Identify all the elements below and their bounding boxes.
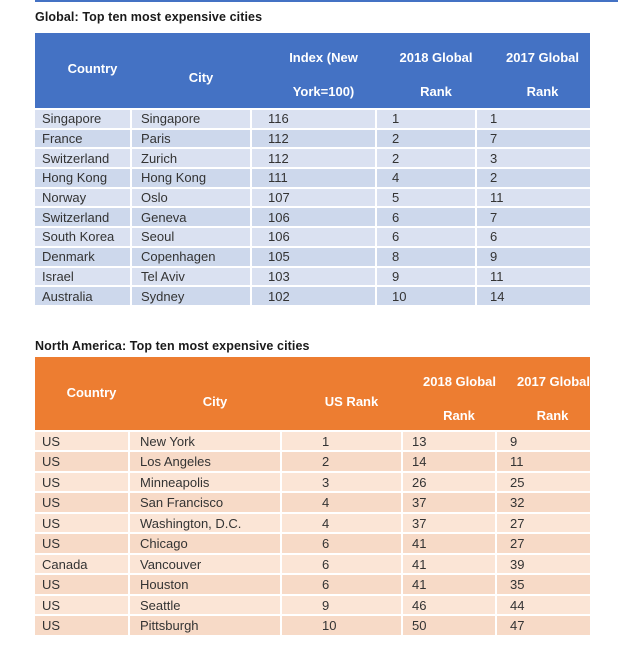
table-row xyxy=(35,287,590,307)
table-cell: 4 xyxy=(282,514,403,533)
table-cell: 32 xyxy=(510,495,525,511)
table-cell: 9 xyxy=(490,249,498,265)
table-cell: 8 xyxy=(377,248,477,266)
table-cell: Pittsburgh xyxy=(130,616,282,635)
table-row xyxy=(35,248,590,268)
table-cell: US xyxy=(35,514,130,533)
header-label: Rank xyxy=(420,84,452,99)
table-cell: Copenhagen xyxy=(132,248,252,266)
table-cell: 7 xyxy=(490,209,498,225)
table-cell: 2 xyxy=(377,130,477,148)
table-cell: 116 xyxy=(252,110,377,128)
table-cell: 39 xyxy=(510,556,525,572)
table-cell: 4 xyxy=(282,493,403,512)
table-cell: Sydney xyxy=(132,287,252,305)
table-cell: Denmark xyxy=(35,248,132,266)
header-label: US Rank xyxy=(324,393,379,409)
table-cell: 2 xyxy=(282,452,403,471)
table-cell: Norway xyxy=(35,189,132,207)
global-table xyxy=(35,33,590,307)
table-cell: 5 xyxy=(377,189,477,207)
table-cell: 41 xyxy=(403,534,497,553)
table-cell: Australia xyxy=(35,287,132,305)
table-cell: Canada xyxy=(35,555,130,574)
table-cell: 37 xyxy=(403,514,497,533)
table-cell: 27 xyxy=(510,515,525,531)
table-cell: 41 xyxy=(403,575,497,594)
table-row xyxy=(35,473,590,494)
table-row xyxy=(35,189,590,209)
table-cell: US xyxy=(35,596,130,615)
table-row xyxy=(35,616,590,637)
table-cell: US xyxy=(35,616,130,635)
header-cell xyxy=(132,33,252,108)
table-cell: 112 xyxy=(252,130,377,148)
table-cell: 7 xyxy=(490,131,498,147)
table-cell: Singapore xyxy=(132,110,252,128)
table-cell: Singapore xyxy=(35,110,132,128)
table-cell: Israel xyxy=(35,268,132,286)
table-row xyxy=(35,555,590,576)
table-cell: 44 xyxy=(510,597,525,613)
header-label: 2018 Global xyxy=(399,50,473,65)
table-cell: 10 xyxy=(377,287,477,305)
table-cell: US xyxy=(35,575,130,594)
table-cell: US xyxy=(35,534,130,553)
table-cell: 1 xyxy=(490,111,498,127)
table-row xyxy=(35,228,590,248)
table-cell: South Korea xyxy=(35,228,132,246)
header-cell xyxy=(403,357,497,430)
table-cell: 106 xyxy=(252,208,377,226)
header-label: Rank xyxy=(443,407,475,423)
table-cell: Seoul xyxy=(132,228,252,246)
table-cell: 10 xyxy=(282,616,403,635)
table-cell: Vancouver xyxy=(130,555,282,574)
table-cell: 27 xyxy=(510,536,525,552)
table-cell: 11 xyxy=(490,268,504,284)
table-cell: 26 xyxy=(403,473,497,492)
header-label: York=100) xyxy=(292,84,355,99)
table-cell: 107 xyxy=(252,189,377,207)
table-cell: 111 xyxy=(252,169,377,187)
table-cell: France xyxy=(35,130,132,148)
table-cell: 103 xyxy=(252,268,377,286)
table-cell: 14 xyxy=(490,288,505,304)
table-cell: 47 xyxy=(510,618,525,634)
table-row xyxy=(35,596,590,617)
header-label: Country xyxy=(67,61,118,76)
global-table-header xyxy=(35,33,590,110)
header-cell xyxy=(477,33,590,108)
table-row xyxy=(35,575,590,596)
header-label: 2017 Global xyxy=(517,373,590,389)
table-row xyxy=(35,130,590,150)
table-row xyxy=(35,452,590,473)
table-cell: 1 xyxy=(377,110,477,128)
global-table-title: Global: Top ten most expensive cities xyxy=(35,10,263,24)
north-america-table-body xyxy=(35,432,590,637)
table-cell: 6 xyxy=(490,229,498,245)
header-cell xyxy=(130,357,282,430)
header-cell xyxy=(377,33,477,108)
page xyxy=(35,0,590,637)
header-cell xyxy=(497,357,590,430)
table-cell: 102 xyxy=(252,287,377,305)
table-cell: US xyxy=(35,452,130,471)
table-row xyxy=(35,268,590,288)
table-cell: 6 xyxy=(377,228,477,246)
table-cell: 2 xyxy=(490,170,498,186)
header-cell xyxy=(35,33,132,108)
table-cell: 9 xyxy=(510,433,518,449)
global-table-body xyxy=(35,110,590,307)
table-cell: US xyxy=(35,493,130,512)
table-cell: 4 xyxy=(377,169,477,187)
table-cell: 6 xyxy=(282,534,403,553)
table-cell: Hong Kong xyxy=(132,169,252,187)
table-cell: 37 xyxy=(403,493,497,512)
table-row xyxy=(35,149,590,169)
table-cell: Seattle xyxy=(130,596,282,615)
table-cell: Switzerland xyxy=(35,208,132,226)
table-cell: 6 xyxy=(377,208,477,226)
table-cell: 14 xyxy=(403,452,497,471)
header-label: City xyxy=(202,393,228,409)
header-cell xyxy=(282,357,403,430)
table-cell: 35 xyxy=(510,577,525,593)
table-cell: 41 xyxy=(403,555,497,574)
table-cell: Hong Kong xyxy=(35,169,132,187)
table-cell: Los Angeles xyxy=(130,452,282,471)
header-label: Rank xyxy=(536,407,569,423)
header-cell xyxy=(252,33,377,108)
table-cell: 9 xyxy=(377,268,477,286)
table-cell: 1 xyxy=(282,432,403,451)
table-cell: 6 xyxy=(282,555,403,574)
table-cell: 13 xyxy=(403,432,497,451)
header-label: Country xyxy=(66,384,117,400)
table-row xyxy=(35,208,590,228)
table-cell: 105 xyxy=(252,248,377,266)
table-cell: 3 xyxy=(490,150,498,166)
table-cell: 112 xyxy=(252,149,377,167)
table-cell: Zurich xyxy=(132,149,252,167)
table-cell: Oslo xyxy=(132,189,252,207)
table-cell: 3 xyxy=(282,473,403,492)
table-row xyxy=(35,514,590,535)
table-row xyxy=(35,432,590,453)
table-row xyxy=(35,169,590,189)
table-cell: US xyxy=(35,473,130,492)
header-cell xyxy=(35,357,130,430)
table-cell: New York xyxy=(130,432,282,451)
north-america-table-title: North America: Top ten most expensive cities xyxy=(35,338,310,353)
table-cell: 50 xyxy=(403,616,497,635)
table-cell: 11 xyxy=(490,190,504,206)
header-label: Rank xyxy=(526,84,559,99)
table-cell: Tel Aviv xyxy=(132,268,252,286)
table-cell: Houston xyxy=(130,575,282,594)
table-cell: Switzerland xyxy=(35,149,132,167)
header-label: Index (New xyxy=(289,50,358,65)
north-america-table-header xyxy=(35,357,590,432)
header-label: City xyxy=(188,70,214,85)
table-cell: Geneva xyxy=(132,208,252,226)
table-cell: 25 xyxy=(510,474,525,490)
table-cell: 46 xyxy=(403,596,497,615)
table-row xyxy=(35,110,590,130)
table-row xyxy=(35,493,590,514)
table-cell: 11 xyxy=(510,454,524,470)
table-cell: Paris xyxy=(132,130,252,148)
table-cell: 6 xyxy=(282,575,403,594)
north-america-table xyxy=(35,357,590,637)
table-cell: Minneapolis xyxy=(130,473,282,492)
table-cell: 2 xyxy=(377,149,477,167)
table-cell: Washington, D.C. xyxy=(130,514,282,533)
table-cell: US xyxy=(35,432,130,451)
table-cell: 9 xyxy=(282,596,403,615)
table-row xyxy=(35,534,590,555)
table-cell: San Francisco xyxy=(130,493,282,512)
header-label: 2017 Global xyxy=(506,50,579,65)
table-cell: 106 xyxy=(252,228,377,246)
table-cell: Chicago xyxy=(130,534,282,553)
header-label: 2018 Global xyxy=(423,373,496,389)
